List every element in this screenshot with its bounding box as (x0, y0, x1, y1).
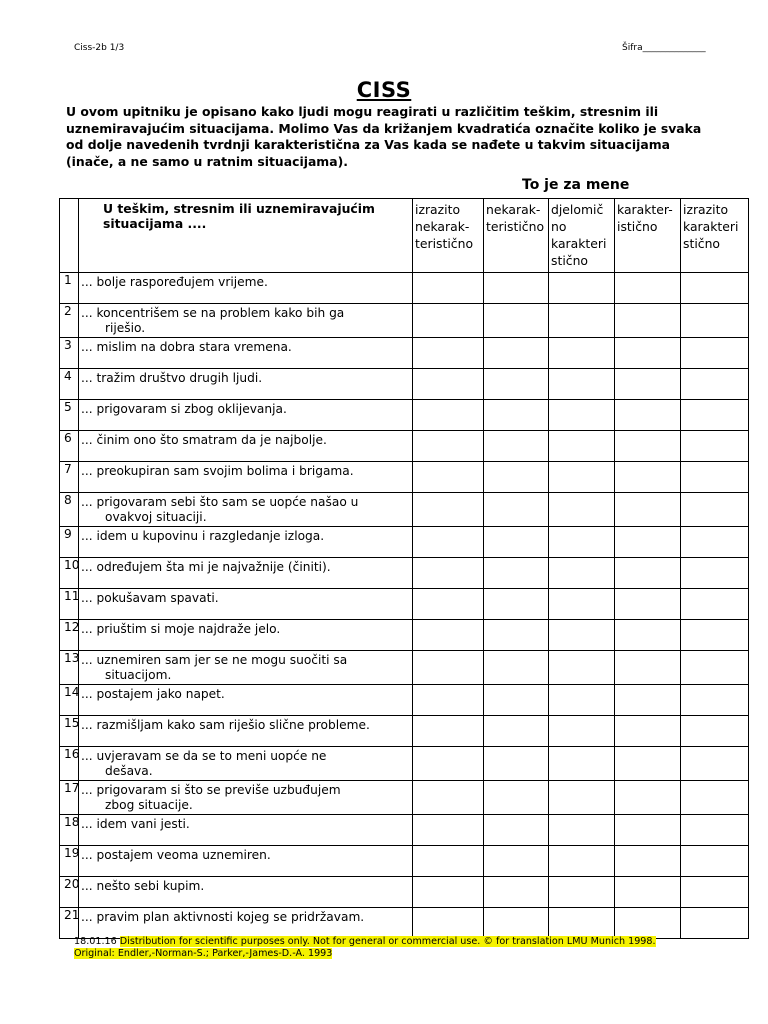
answer-checkbox-cell[interactable] (484, 815, 549, 846)
table-row (60, 558, 749, 589)
statement-line: ... tražim društvo drugih ljudi. (81, 371, 263, 385)
item-number: 1 (60, 273, 79, 304)
option-label-line: teristično (415, 236, 474, 251)
statement-line: ... prigovaram sebi što sam se uopće našao u (81, 495, 359, 509)
header-number-cell (60, 199, 79, 273)
item-statement (79, 493, 413, 527)
item-number: 21 (60, 908, 79, 939)
option-header-5 (681, 199, 749, 273)
instructions-line: (inače, a ne samo u ratnim situacijama). (66, 153, 348, 169)
answer-checkbox-cell[interactable] (413, 493, 484, 527)
answer-checkbox-cell[interactable] (549, 527, 615, 558)
answer-checkbox-cell[interactable] (615, 815, 681, 846)
item-number: 17 (60, 781, 79, 815)
answer-checkbox-cell[interactable] (413, 558, 484, 589)
item-number: 15 (60, 716, 79, 747)
statement-line: ... prigovaram si što se previše uzbuđujem (81, 783, 341, 797)
item-statement (79, 558, 413, 589)
statement-line: ... razmišljam kako sam riješio slične probleme. (81, 718, 370, 732)
table-row (60, 273, 749, 304)
answer-checkbox-cell[interactable] (615, 747, 681, 781)
footer-copyright: Distribution for scientific purposes only. Not for general or commercial use. © for translation LMU Munich 1998. (119, 936, 656, 947)
answer-checkbox-cell[interactable] (681, 716, 749, 747)
table-row (60, 462, 749, 493)
option-label-line: djelomič (551, 202, 604, 217)
statement-line: ... postajem veoma uznemiren. (81, 848, 271, 862)
table-row (60, 620, 749, 651)
answer-checkbox-cell[interactable] (615, 877, 681, 908)
table-row (60, 747, 749, 781)
answer-checkbox-cell[interactable] (681, 846, 749, 877)
answer-checkbox-cell[interactable] (413, 273, 484, 304)
answer-checkbox-cell[interactable] (549, 747, 615, 781)
answer-checkbox-cell[interactable] (681, 493, 749, 527)
table-row (60, 400, 749, 431)
answer-checkbox-cell[interactable] (484, 558, 549, 589)
answer-checkbox-cell[interactable] (413, 304, 484, 338)
instructions (66, 104, 746, 170)
item-number: 7 (60, 462, 79, 493)
item-statement (79, 338, 413, 369)
answer-checkbox-cell[interactable] (484, 493, 549, 527)
item-statement (79, 846, 413, 877)
answer-checkbox-cell[interactable] (615, 716, 681, 747)
answer-checkbox-cell[interactable] (484, 304, 549, 338)
answer-checkbox-cell[interactable] (413, 462, 484, 493)
answer-checkbox-cell[interactable] (484, 431, 549, 462)
option-label-line: izrazito (415, 202, 461, 217)
table-row (60, 846, 749, 877)
item-number: 2 (60, 304, 79, 338)
answer-checkbox-cell[interactable] (681, 651, 749, 685)
item-statement (79, 815, 413, 846)
question-header: U teškim, stresnim ili uznemiravajućim situacijama .... (79, 199, 413, 273)
item-statement (79, 685, 413, 716)
statement-line: ... nešto sebi kupim. (81, 879, 205, 893)
item-statement (79, 747, 413, 781)
answer-checkbox-cell[interactable] (484, 338, 549, 369)
option-label-line: izrazito (683, 202, 729, 217)
statement-line: dešava. (105, 764, 153, 778)
answer-checkbox-cell[interactable] (681, 589, 749, 620)
item-number: 6 (60, 431, 79, 462)
answer-checkbox-cell[interactable] (681, 304, 749, 338)
questionnaire-table (59, 198, 749, 939)
answer-checkbox-cell[interactable] (681, 620, 749, 651)
answer-checkbox-cell[interactable] (615, 846, 681, 877)
option-label-line: nekarak- (486, 202, 541, 217)
answer-checkbox-cell[interactable] (549, 462, 615, 493)
item-statement (79, 369, 413, 400)
statement-line: ... koncentrišem se na problem kako bih ga (81, 306, 345, 320)
answer-checkbox-cell[interactable] (413, 431, 484, 462)
answer-checkbox-cell[interactable] (549, 877, 615, 908)
table-header-row (60, 199, 749, 273)
footer (74, 936, 656, 960)
answer-checkbox-cell[interactable] (549, 338, 615, 369)
option-header-1 (413, 199, 484, 273)
answer-checkbox-cell[interactable] (549, 493, 615, 527)
item-number: 12 (60, 620, 79, 651)
answer-checkbox-cell[interactable] (484, 716, 549, 747)
answer-checkbox-cell[interactable] (681, 273, 749, 304)
answer-checkbox-cell[interactable] (484, 462, 549, 493)
table-row (60, 651, 749, 685)
answer-checkbox-cell[interactable] (413, 685, 484, 716)
document-code: Ciss-2b 1/3 (74, 43, 125, 53)
answer-checkbox-cell[interactable] (615, 273, 681, 304)
answer-checkbox-cell[interactable] (413, 651, 484, 685)
answer-checkbox-cell[interactable] (615, 431, 681, 462)
answer-checkbox-cell[interactable] (484, 369, 549, 400)
answer-checkbox-cell[interactable] (484, 685, 549, 716)
table-row (60, 369, 749, 400)
answer-checkbox-cell[interactable] (484, 589, 549, 620)
statement-line: zbog situacije. (105, 798, 193, 812)
item-number: 19 (60, 846, 79, 877)
answer-checkbox-cell[interactable] (681, 369, 749, 400)
footer-original: Original: Endler,-Norman-S.; Parker,-James-D.-A. 1993 (74, 948, 333, 959)
answer-checkbox-cell[interactable] (681, 527, 749, 558)
answer-checkbox-cell[interactable] (549, 400, 615, 431)
answer-checkbox-cell[interactable] (681, 877, 749, 908)
answer-checkbox-cell[interactable] (681, 338, 749, 369)
answer-checkbox-cell[interactable] (484, 620, 549, 651)
answer-checkbox-cell[interactable] (615, 908, 681, 939)
item-statement (79, 400, 413, 431)
item-statement (79, 431, 413, 462)
item-statement (79, 527, 413, 558)
footer-date: 18.01.16 (74, 936, 117, 947)
statement-line: ... određujem šta mi je najvažnije (činiti). (81, 560, 331, 574)
answer-checkbox-cell[interactable] (549, 558, 615, 589)
answer-checkbox-cell[interactable] (615, 589, 681, 620)
item-number: 9 (60, 527, 79, 558)
answer-checkbox-cell[interactable] (615, 493, 681, 527)
answer-checkbox-cell[interactable] (681, 685, 749, 716)
instructions-line: od dolje navedenih tvrdnji karakteristična za Vas kada se nađete u takvim situacijama (66, 137, 671, 152)
option-label-line: karakteri (683, 219, 739, 234)
table-row (60, 589, 749, 620)
answer-checkbox-cell[interactable] (549, 273, 615, 304)
answer-checkbox-cell[interactable] (615, 558, 681, 589)
answer-checkbox-cell[interactable] (681, 747, 749, 781)
table-row (60, 431, 749, 462)
statement-line: ... pravim plan aktivnosti kojeg se pridržavam. (81, 910, 365, 924)
answer-checkbox-cell[interactable] (549, 651, 615, 685)
item-statement (79, 620, 413, 651)
item-number: 20 (60, 877, 79, 908)
item-number: 14 (60, 685, 79, 716)
answer-checkbox-cell[interactable] (549, 685, 615, 716)
answer-checkbox-cell[interactable] (615, 338, 681, 369)
answer-checkbox-cell[interactable] (413, 815, 484, 846)
item-statement (79, 273, 413, 304)
answer-checkbox-cell[interactable] (549, 589, 615, 620)
answer-checkbox-cell[interactable] (413, 620, 484, 651)
statement-line: ... bolje raspoređujem vrijeme. (81, 275, 268, 289)
table-row (60, 908, 749, 939)
answer-checkbox-cell[interactable] (681, 908, 749, 939)
table-row (60, 716, 749, 747)
answer-checkbox-cell[interactable] (413, 846, 484, 877)
item-number: 5 (60, 400, 79, 431)
statement-line: ... mislim na dobra stara vremena. (81, 340, 292, 354)
statement-line: ... priuštim si moje najdraže jelo. (81, 622, 281, 636)
answer-checkbox-cell[interactable] (615, 620, 681, 651)
answer-checkbox-cell[interactable] (615, 781, 681, 815)
statement-line: ... idem vani jesti. (81, 817, 190, 831)
table-row (60, 815, 749, 846)
answer-checkbox-cell[interactable] (484, 877, 549, 908)
answer-checkbox-cell[interactable] (484, 781, 549, 815)
answer-checkbox-cell[interactable] (549, 815, 615, 846)
answer-checkbox-cell[interactable] (413, 338, 484, 369)
answer-checkbox-cell[interactable] (413, 716, 484, 747)
table-row (60, 338, 749, 369)
statement-line: ... idem u kupovinu i razgledanje izloga. (81, 529, 325, 543)
instructions-line: uznemiravajućim situacijama. Molimo Vas da križanjem kvadratića označite koliko je svaka (66, 120, 702, 136)
item-statement (79, 651, 413, 685)
answer-checkbox-cell[interactable] (615, 685, 681, 716)
statement-line: situacijom. (105, 668, 172, 682)
option-label-line: karakteri (551, 236, 607, 251)
answer-checkbox-cell[interactable] (549, 620, 615, 651)
answer-checkbox-cell[interactable] (681, 462, 749, 493)
item-number: 18 (60, 815, 79, 846)
answer-checkbox-cell[interactable] (413, 747, 484, 781)
answer-checkbox-cell[interactable] (681, 781, 749, 815)
statement-line: ... činim ono što smatram da je najbolje. (81, 433, 327, 447)
item-statement (79, 462, 413, 493)
option-label-line: stično (683, 236, 721, 251)
item-statement (79, 716, 413, 747)
answer-checkbox-cell[interactable] (681, 431, 749, 462)
answer-checkbox-cell[interactable] (484, 527, 549, 558)
instructions-line: U ovom upitniku je opisano kako ljudi mogu reagirati u različitim teškim, stresnim ili (66, 104, 659, 119)
answer-checkbox-cell[interactable] (549, 846, 615, 877)
item-number: 10 (60, 558, 79, 589)
answer-checkbox-cell[interactable] (615, 304, 681, 338)
answer-checkbox-cell[interactable] (615, 369, 681, 400)
option-header-4 (615, 199, 681, 273)
statement-line: ... postajem jako napet. (81, 687, 225, 701)
option-header-2 (484, 199, 549, 273)
answer-checkbox-cell[interactable] (615, 651, 681, 685)
table-row (60, 527, 749, 558)
answer-checkbox-cell[interactable] (615, 400, 681, 431)
item-number: 11 (60, 589, 79, 620)
answer-checkbox-cell[interactable] (549, 304, 615, 338)
answer-checkbox-cell[interactable] (681, 815, 749, 846)
option-label-line: nekarak- (415, 219, 470, 234)
answer-checkbox-cell[interactable] (413, 369, 484, 400)
item-number: 4 (60, 369, 79, 400)
item-number: 8 (60, 493, 79, 527)
answer-checkbox-cell[interactable] (615, 527, 681, 558)
statement-line: ... uznemiren sam jer se ne mogu suočiti sa (81, 653, 348, 667)
option-label-line: no (551, 219, 567, 234)
answer-checkbox-cell[interactable] (681, 400, 749, 431)
option-label-line: teristično (486, 219, 545, 234)
code-field-label: Šifra______________ (622, 43, 706, 53)
answer-checkbox-cell[interactable] (615, 462, 681, 493)
answer-checkbox-cell[interactable] (413, 877, 484, 908)
answer-checkbox-cell[interactable] (484, 400, 549, 431)
answer-checkbox-cell[interactable] (484, 273, 549, 304)
statement-line: ... uvjeravam se da se to meni uopće ne (81, 749, 327, 763)
table-row (60, 304, 749, 338)
option-label-line: stično (551, 253, 589, 268)
answer-checkbox-cell[interactable] (413, 589, 484, 620)
option-header-3 (549, 199, 615, 273)
item-statement (79, 589, 413, 620)
statement-line: ... pokušavam spavati. (81, 591, 219, 605)
answer-checkbox-cell[interactable] (549, 781, 615, 815)
table-row (60, 877, 749, 908)
item-statement (79, 304, 413, 338)
answer-checkbox-cell[interactable] (549, 908, 615, 939)
statement-line: ... preokupiran sam svojim bolima i brigama. (81, 464, 354, 478)
item-statement (79, 908, 413, 939)
answer-checkbox-cell[interactable] (549, 369, 615, 400)
item-number: 16 (60, 747, 79, 781)
answer-checkbox-cell[interactable] (549, 431, 615, 462)
answer-checkbox-cell[interactable] (484, 846, 549, 877)
table-row (60, 781, 749, 815)
statement-line: ... prigovaram si zbog oklijevanja. (81, 402, 287, 416)
item-number: 3 (60, 338, 79, 369)
answer-checkbox-cell[interactable] (681, 558, 749, 589)
statement-line: riješio. (105, 321, 146, 335)
answer-checkbox-cell[interactable] (549, 716, 615, 747)
option-label-line: karakter- (617, 202, 673, 217)
answer-checkbox-cell[interactable] (413, 908, 484, 939)
page-title: CISS (356, 78, 412, 102)
statement-line: ovakvoj situaciji. (105, 510, 207, 524)
item-number: 13 (60, 651, 79, 685)
item-statement (79, 781, 413, 815)
answer-checkbox-cell[interactable] (484, 747, 549, 781)
option-label-line: istično (617, 219, 658, 234)
answer-checkbox-cell[interactable] (484, 908, 549, 939)
table-row (60, 493, 749, 527)
answer-checkbox-cell[interactable] (413, 781, 484, 815)
answer-checkbox-cell[interactable] (413, 400, 484, 431)
answer-checkbox-cell[interactable] (413, 527, 484, 558)
scale-heading: To je za mene (522, 177, 630, 193)
answer-checkbox-cell[interactable] (484, 651, 549, 685)
table-row (60, 685, 749, 716)
item-statement (79, 877, 413, 908)
